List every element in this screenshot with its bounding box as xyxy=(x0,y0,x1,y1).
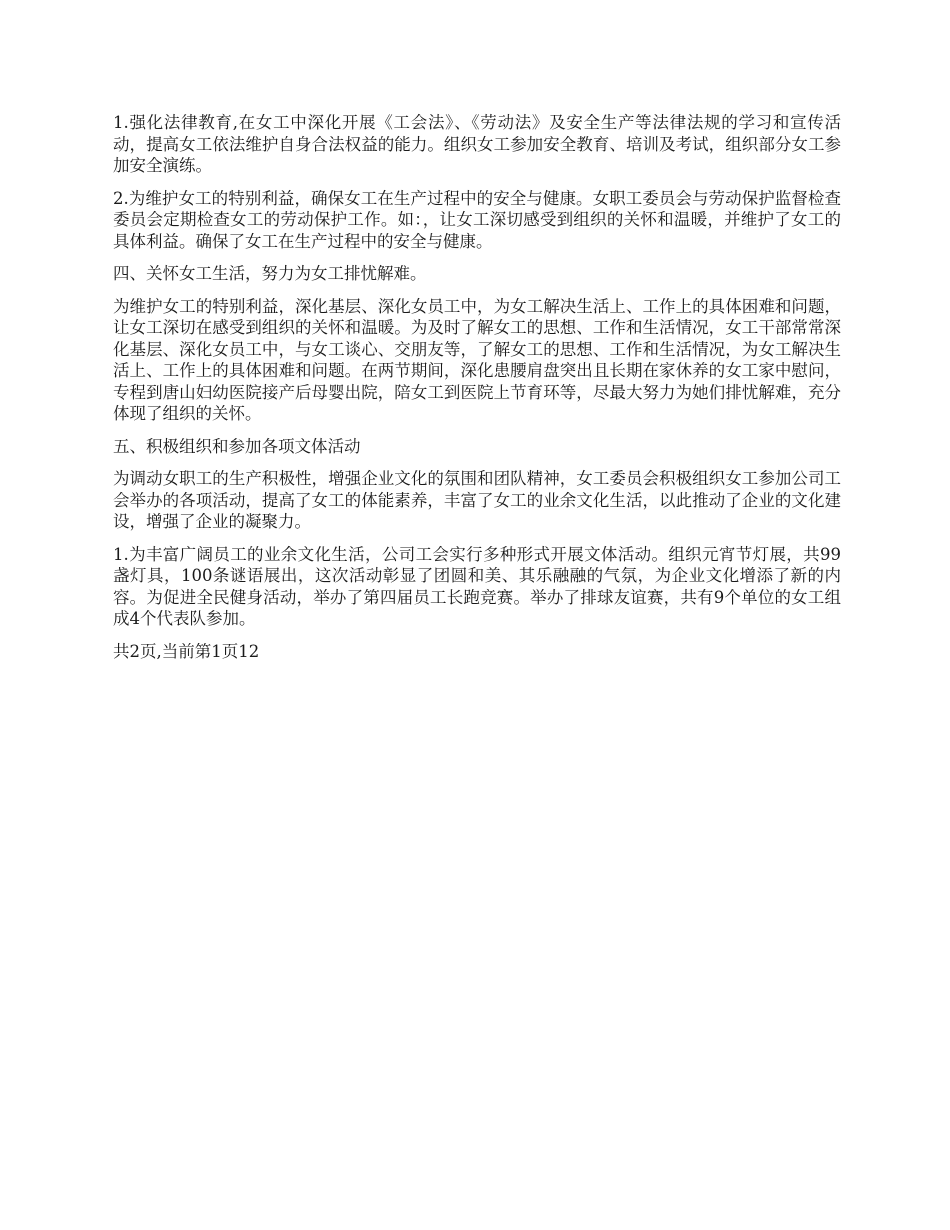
document-page xyxy=(113,112,841,673)
section-heading-care: 四、关怀女工生活，努力为女工排忧解难。 xyxy=(113,264,427,283)
paragraph-activities-intro: 为调动女职工的生产积极性，增强企业文化的氛围和团队精神，女工委员会积极组织女工参加公司工会举办的各项活动，提高了女工的体能素养，丰富了女工的业余文化生活，以此推动了企业的文化建设，增强了企业的凝聚力。 xyxy=(113,469,841,531)
page-footer: 共2页,当前第1页12 xyxy=(113,641,260,661)
paragraph-labor-protection: 2.为维护女工的特别利益，确保女工在生产过程中的安全与健康。女职工委员会与劳动保护监督检查委员会定期检查女工的劳动保护工作。如：，让女工深切感受到组织的关怀和温暖，并维护了女工的具体利益。确保了女工在生产过程中的安全与健康。 xyxy=(113,188,841,251)
section-heading-activities: 五、积极组织和参加各项文体活动 xyxy=(113,436,361,456)
paragraph-care-details: 为维护女工的特别利益，深化基层、深化女员工中，为女工解决生活上、工作上的具体困难和问题，让女工深切在感受到组织的关怀和温暖。为及时了解女工的思想、工作和生活情况，女工干部常常深化基层、深化女员工中，与女工谈心、交朋友等，了解女工的思想、工作和生活情况，为女工解决生活上、工作上的具体困难和问题。在两节期间，深化患腰肩盘突出且长期在家休养的女工家中慰问，专程到唐山妇幼医院接产后母婴出院，陪女工到医院上节育环等，尽最大努力为她们排忧解难，充分体现了组织的关怀。 xyxy=(113,296,841,423)
paragraph-legal-education: 1.强化法律教育,在女工中深化开展《工会法》、《劳动法》及安全生产等法律法规的学习和宣传活动，提高女工依法维护自身合法权益的能力。组织女工参加安全教育、培训及考试，组织部分女工参加安全演练。 xyxy=(113,113,841,175)
paragraph-activities-details: 1.为丰富广阔员工的业余文化生活，公司工会实行多种形式开展文体活动。组织元宵节灯展，共99盏灯具，100条谜语展出，这次活动彰显了团圆和美、其乐融融的气氛，为企业文化增添了新的内容。为促进全民健身活动，举办了第四届员工长跑竞赛。举办了排球友谊赛，共有9个单位的女工组成4个代表队参加。 xyxy=(113,544,841,628)
